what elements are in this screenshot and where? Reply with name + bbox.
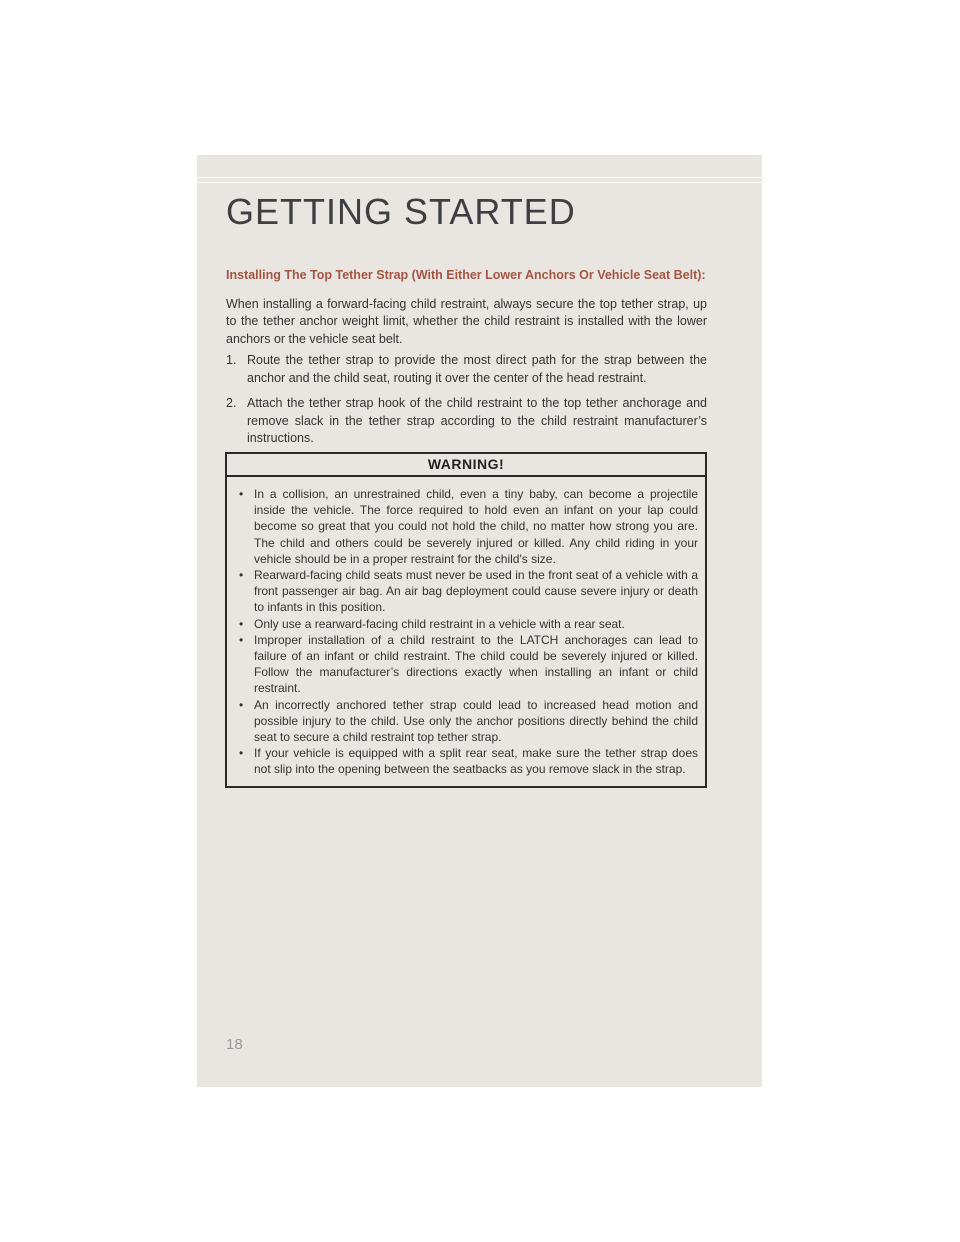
bullet-icon: • <box>239 487 244 501</box>
bullet-icon: • <box>239 746 244 761</box>
step-number: 2. <box>226 396 237 410</box>
warning-item <box>235 632 698 697</box>
warning-item <box>235 486 698 567</box>
warning-item <box>235 745 698 777</box>
intro-paragraph: When installing a forward-facing child restraint, always secure the top tether strap, up to the tether anchor weight limit, whether the child restraint is installed with the lower anchors or the vehicle seat belt. <box>226 296 707 346</box>
bullet-icon: • <box>239 632 244 647</box>
warning-item-text: If your vehicle is equipped with a split rear seat, make sure the tether strap does not slip into the opening between the seatbacks as you remove slack in the strap. <box>254 746 698 777</box>
warning-item <box>235 616 698 632</box>
warning-item-text: Improper installation of a child restraint to the LATCH anchorages can lead to failure of an infant or child restraint. The child could be severely injured or killed. Follow the manufacturer’s directions exactly when installing an infant or child restraint. <box>254 632 698 696</box>
warning-item-text: In a collision, an unrestrained child, even a tiny baby, can become a projectile inside the vehicle. The force required to hold even an infant on your lap could become so great that you could not hold the child, no matter how strong you are. The child and others could be severely injured or killed. Any child riding in your vehicle should be in a proper restraint for the child's size. <box>254 487 698 566</box>
step-item <box>226 352 707 387</box>
warning-item-text: An incorrectly anchored tether strap could lead to increased head motion and possible injury to the child. Use only the anchor positions directly behind the child seat to secure a child restraint top tether strap. <box>254 697 698 745</box>
bullet-icon: • <box>239 616 244 631</box>
section-title: GETTING STARTED <box>226 191 576 232</box>
manual-page <box>197 155 762 1087</box>
warning-list <box>227 477 705 786</box>
page-number: 18 <box>226 1036 243 1053</box>
bullet-icon: • <box>239 568 244 583</box>
main-content <box>226 267 707 456</box>
warning-item-text: Only use a rearward-facing child restraint in a vehicle with a rear seat. <box>254 616 625 631</box>
header-rule-secondary <box>197 182 762 183</box>
warning-title: WARNING! <box>227 454 705 477</box>
step-text: Route the tether strap to provide the most direct path for the strap between the anchor and the child seat, routing it over the center of the head restraint. <box>247 353 707 385</box>
warning-item <box>235 567 698 616</box>
step-number: 1. <box>226 353 237 367</box>
step-text: Attach the tether strap hook of the child restraint to the top tether anchorage and remove slack in the tether strap according to the child restraint manufacturer’s instructions. <box>247 396 707 445</box>
warning-item <box>235 697 698 746</box>
warning-box <box>225 452 707 788</box>
warning-item-text: Rearward-facing child seats must never be used in the front seat of a vehicle with a front passenger air bag. An air bag deployment could cause severe injury or death to infants in this position. <box>254 568 698 615</box>
header-rule <box>197 177 762 178</box>
subheading: Installing The Top Tether Strap (With Either Lower Anchors Or Vehicle Seat Belt): <box>226 268 706 282</box>
bullet-icon: • <box>239 697 244 712</box>
step-item <box>226 395 707 448</box>
